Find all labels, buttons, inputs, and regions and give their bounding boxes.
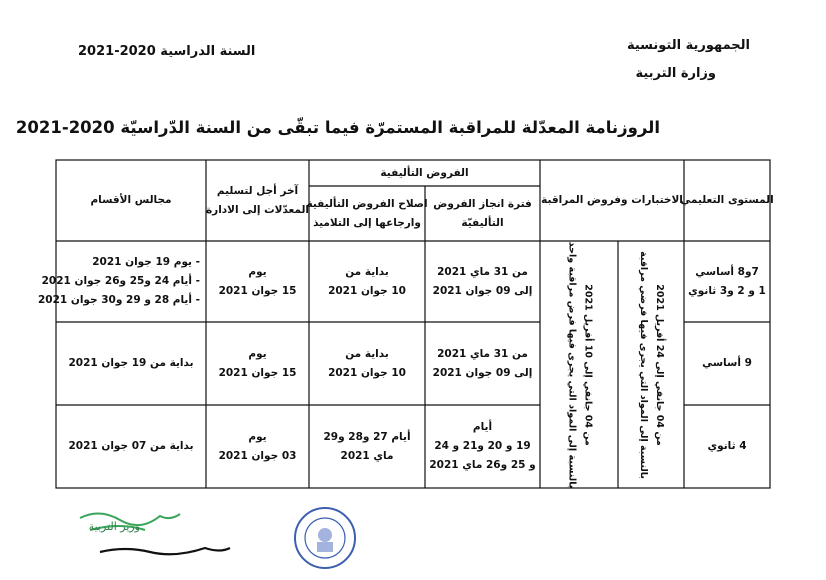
exam-note-two-tests: من 04 جانفي إلى 24 أفريل 2021 بالنسبة إلى المواد التي يجرى فيها فرضي مراقبة (638, 250, 665, 479)
row3-correction: أيام 27 و28 و29 ماي 2021 (323, 430, 411, 462)
row2-councils: بداية من 19 جوان 2021 (68, 357, 194, 369)
header-councils: مجالس الأقسام (90, 194, 172, 206)
row1-deadline: يوم 15 جوان 2021 (218, 265, 297, 297)
row3-period: أيام 19 و 20 و21 و 24 و 25 و26 ماي 2021 (429, 421, 536, 471)
row1-period: من 31 ماي 2021 إلى 09 جوان 2021 (432, 265, 533, 297)
stamp-icon (295, 508, 355, 568)
signature-text: وزير التربية (88, 520, 140, 533)
header-deadline: آخر أجل لتسليم المعدّلات إلى الادارة (205, 184, 310, 216)
exam-note-one-test: من 04 جانفي إلى 10 أفريل 2021 بالنسبة إلى المواد التي يجرى فيها فرض مراقبة واحد (566, 241, 593, 488)
header-level: المستوى التعليمي (680, 194, 774, 206)
row1-councils: - يوم 19 جوان 2021 - أيام 24 و25 و26 جوان 2021 - أيام 28 و 29 و30 جوان 2021 (37, 256, 200, 306)
header-exams: الاختبارات وفروض المراقبة (541, 194, 683, 206)
signature-black-icon (100, 548, 230, 554)
header-correction: اصلاح الفروض التأليفية وارجاعها إلى التلاميذ (306, 197, 428, 229)
signature-stamp (70, 500, 370, 570)
republic-label: الجمهورية التونسية (626, 38, 750, 53)
row2-correction: بداية من 10 جوان 2021 (328, 347, 406, 379)
school-year-label: السنة الدراسية 2020-2021 (78, 44, 256, 59)
row1-level: 7و8 أساسي 1 و 2 و3 ثانوي (688, 265, 766, 297)
row2-level: 9 أساسي (702, 357, 752, 369)
ministry-label: وزارة التربية (635, 66, 716, 81)
row3-councils: بداية من 07 جوان 2021 (68, 440, 194, 452)
row2-period: من 31 ماي 2021 إلى 09 جوان 2021 (432, 347, 533, 379)
row3-level: 4 ثانوي (707, 440, 747, 452)
header-synthesis: الفروض التأليفية (380, 166, 469, 179)
row2-deadline: يوم 15 جوان 2021 (218, 347, 297, 379)
row1-correction: بداية من 10 جوان 2021 (328, 265, 406, 297)
row3-deadline: يوم 03 جوان 2021 (218, 430, 297, 462)
page-title: الروزنامة المعدّلة للمراقبة المستمرّة فيما تبقّى من السنة الدّراسيّة 2020-2021 (15, 118, 660, 137)
header-period: فترة انجاز الفروض التأليفيّة (433, 197, 532, 229)
